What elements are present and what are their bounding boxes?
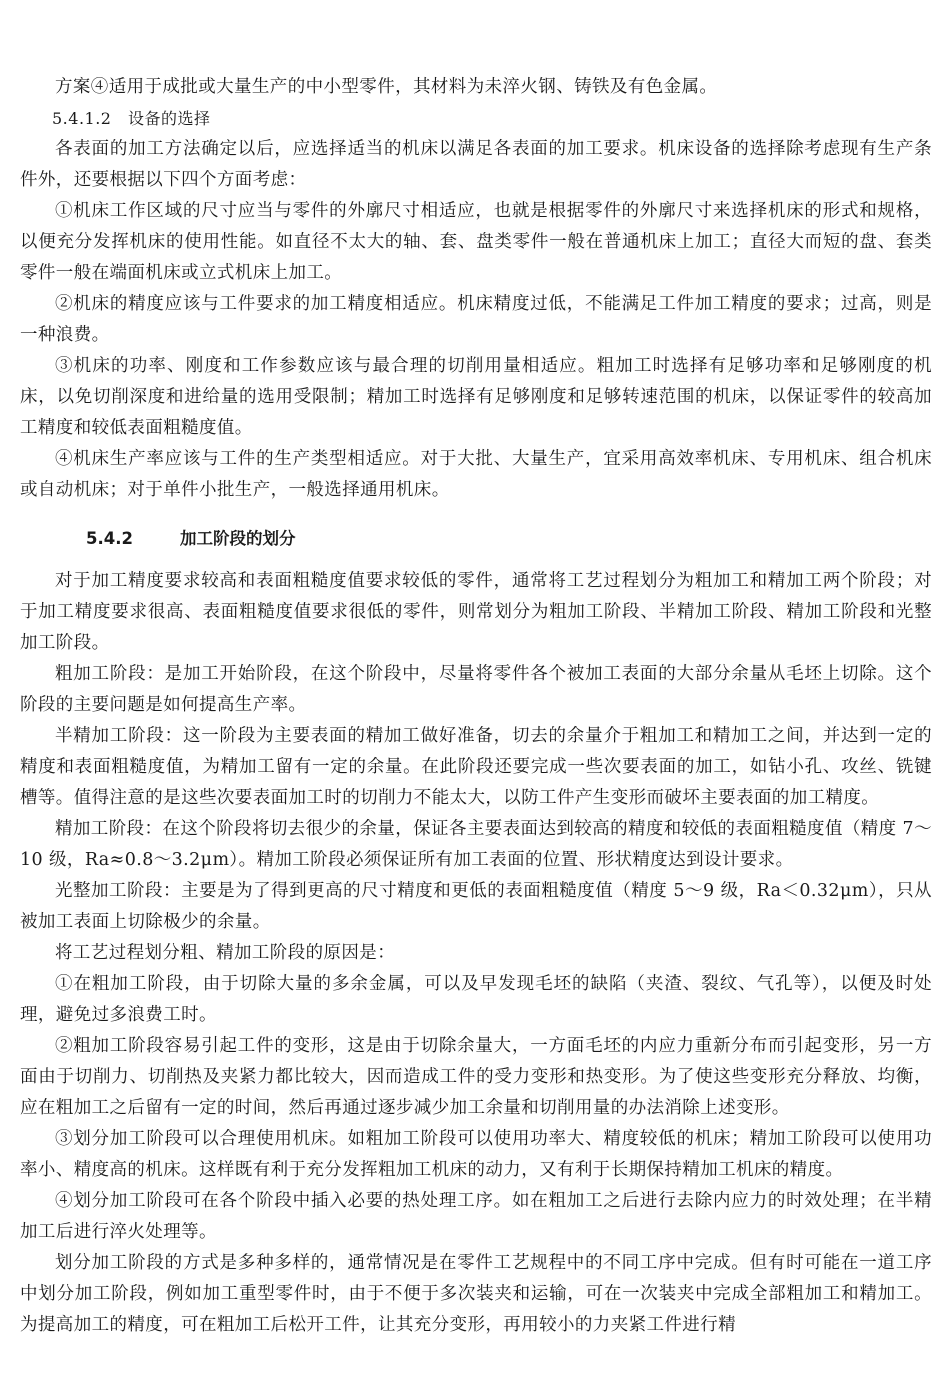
paragraph-rough-stage: 粗加工阶段：是加工开始阶段，在这个阶段中，尽量将零件各个被加工表面的大部分余量从毛坯上切除。这个阶段的主要问题是如何提高生产率。 [20,664,932,715]
paragraph-reasons-intro: 将工艺过程划分粗、精加工阶段的原因是： [55,943,396,963]
page-content [20,72,932,1341]
paragraph-reason-1: ①在粗加工阶段，由于切除大量的多余金属，可以及早发现毛坯的缺陷（夹渣、裂纹、气孔等），以便及时处理，避免过多浪费工时。 [20,974,932,1025]
subsection-heading-equipment: 5.4.1.2 设备的选择 [52,109,211,128]
paragraph-polish-stage: 光整加工阶段：主要是为了得到更高的尺寸精度和更低的表面粗糙度值（精度 5～9 级，Ra＜0.32μm），只从被加工表面上切除极少的余量。 [20,881,932,932]
paragraph-reason-2: ②粗加工阶段容易引起工件的变形，这是由于切除余量大，一方面毛坯的内应力重新分布而引起变形，另一方面由于切削力、切削热及夹紧力都比较大，因而造成工件的受力变形和热变形。为了使这些变形充分释放、均衡，应在粗加工之后留有一定的时间，然后再通过逐步减少加工余量和切削用量的办法消除上述变形。 [20,1036,932,1118]
paragraph-equipment-intro: 各表面的加工方法确定以后，应选择适当的机床以满足各表面的加工要求。机床设备的选择除考虑现有生产条件外，还要根据以下四个方面考虑： [20,139,932,190]
paragraph-scheme-4: 方案④适用于成批或大量生产的中小型零件，其材料为未淬火钢、铸铁及有色金属。 [55,77,718,97]
section-number: 5.4.2 [86,529,133,548]
paragraph-finish-stage: 精加工阶段：在这个阶段将切去很少的余量，保证各主要表面达到较高的精度和较低的表面粗糙度值（精度 7～10 级，Ra≈0.8～3.2μm）。精加工阶段必须保证所有加工表面的位置、形状精度达到设计要求。 [20,819,932,870]
paragraph-semi-finish-stage: 半精加工阶段：这一阶段为主要表面的精加工做好准备，切去的余量介于粗加工和精加工之间，并达到一定的精度和表面粗糙度值，为精加工留有一定的余量。在此阶段还要完成一些次要表面的加工，如钻小孔、攻丝、铣键槽等。值得注意的是这些次要表面加工时的切削力不能太大，以防工件产生变形而破坏主要表面的加工精度。 [20,726,932,808]
section-heading [20,526,932,552]
section-title: 加工阶段的划分 [179,529,296,548]
paragraph-reason-3: ③划分加工阶段可以合理使用机床。如粗加工阶段可以使用功率大、精度较低的机床；精加工阶段可以使用功率小、精度高的机床。这样既有利于充分发挥粗加工机床的动力，又有利于长期保持精加工机床的精度。 [20,1129,932,1180]
paragraph-stages-intro: 对于加工精度要求较高和表面粗糙度值要求较低的零件，通常将工艺过程划分为粗加工和精加工两个阶段；对于加工精度要求很高、表面粗糙度值要求很低的零件，则常划分为粗加工阶段、半精加工阶段、精加工阶段和光整加工阶段。 [20,571,932,653]
paragraph-criterion-3: ③机床的功率、刚度和工作参数应该与最合理的切削用量相适应。粗加工时选择有足够功率和足够刚度的机床，以免切削深度和进给量的选用受限制；精加工时选择有足够刚度和足够转速范围的机床，以保证零件的较高加工精度和较低表面粗糙度值。 [20,356,932,438]
paragraph-division-methods: 划分加工阶段的方式是多种多样的，通常情况是在零件工艺规程中的不同工序中完成。但有时可能在一道工序中划分加工阶段，例如加工重型零件时，由于不便于多次装夹和运输，可在一次装夹中完成全部粗加工和精加工。为提高加工的精度，可在粗加工后松开工件，让其充分变形，再用较小的力夹紧工件进行精 [20,1253,932,1335]
paragraph-criterion-1: ①机床工作区域的尺寸应当与零件的外廓尺寸相适应，也就是根据零件的外廓尺寸来选择机床的形式和规格，以便充分发挥机床的使用性能。如直径不太大的轴、套、盘类零件一般在普通机床上加工；直径大而短的盘、套类零件一般在端面机床或立式机床上加工。 [20,201,932,283]
paragraph-criterion-4: ④机床生产率应该与工件的生产类型相适应。对于大批、大量生产，宜采用高效率机床、专用机床、组合机床或自动机床；对于单件小批生产，一般选择通用机床。 [20,449,932,500]
paragraph-reason-4: ④划分加工阶段可在各个阶段中插入必要的热处理工序。如在粗加工之后进行去除内应力的时效处理；在半精加工后进行淬火处理等。 [20,1191,932,1242]
paragraph-criterion-2: ②机床的精度应该与工件要求的加工精度相适应。机床精度过低，不能满足工件加工精度的要求；过高，则是一种浪费。 [20,294,932,345]
